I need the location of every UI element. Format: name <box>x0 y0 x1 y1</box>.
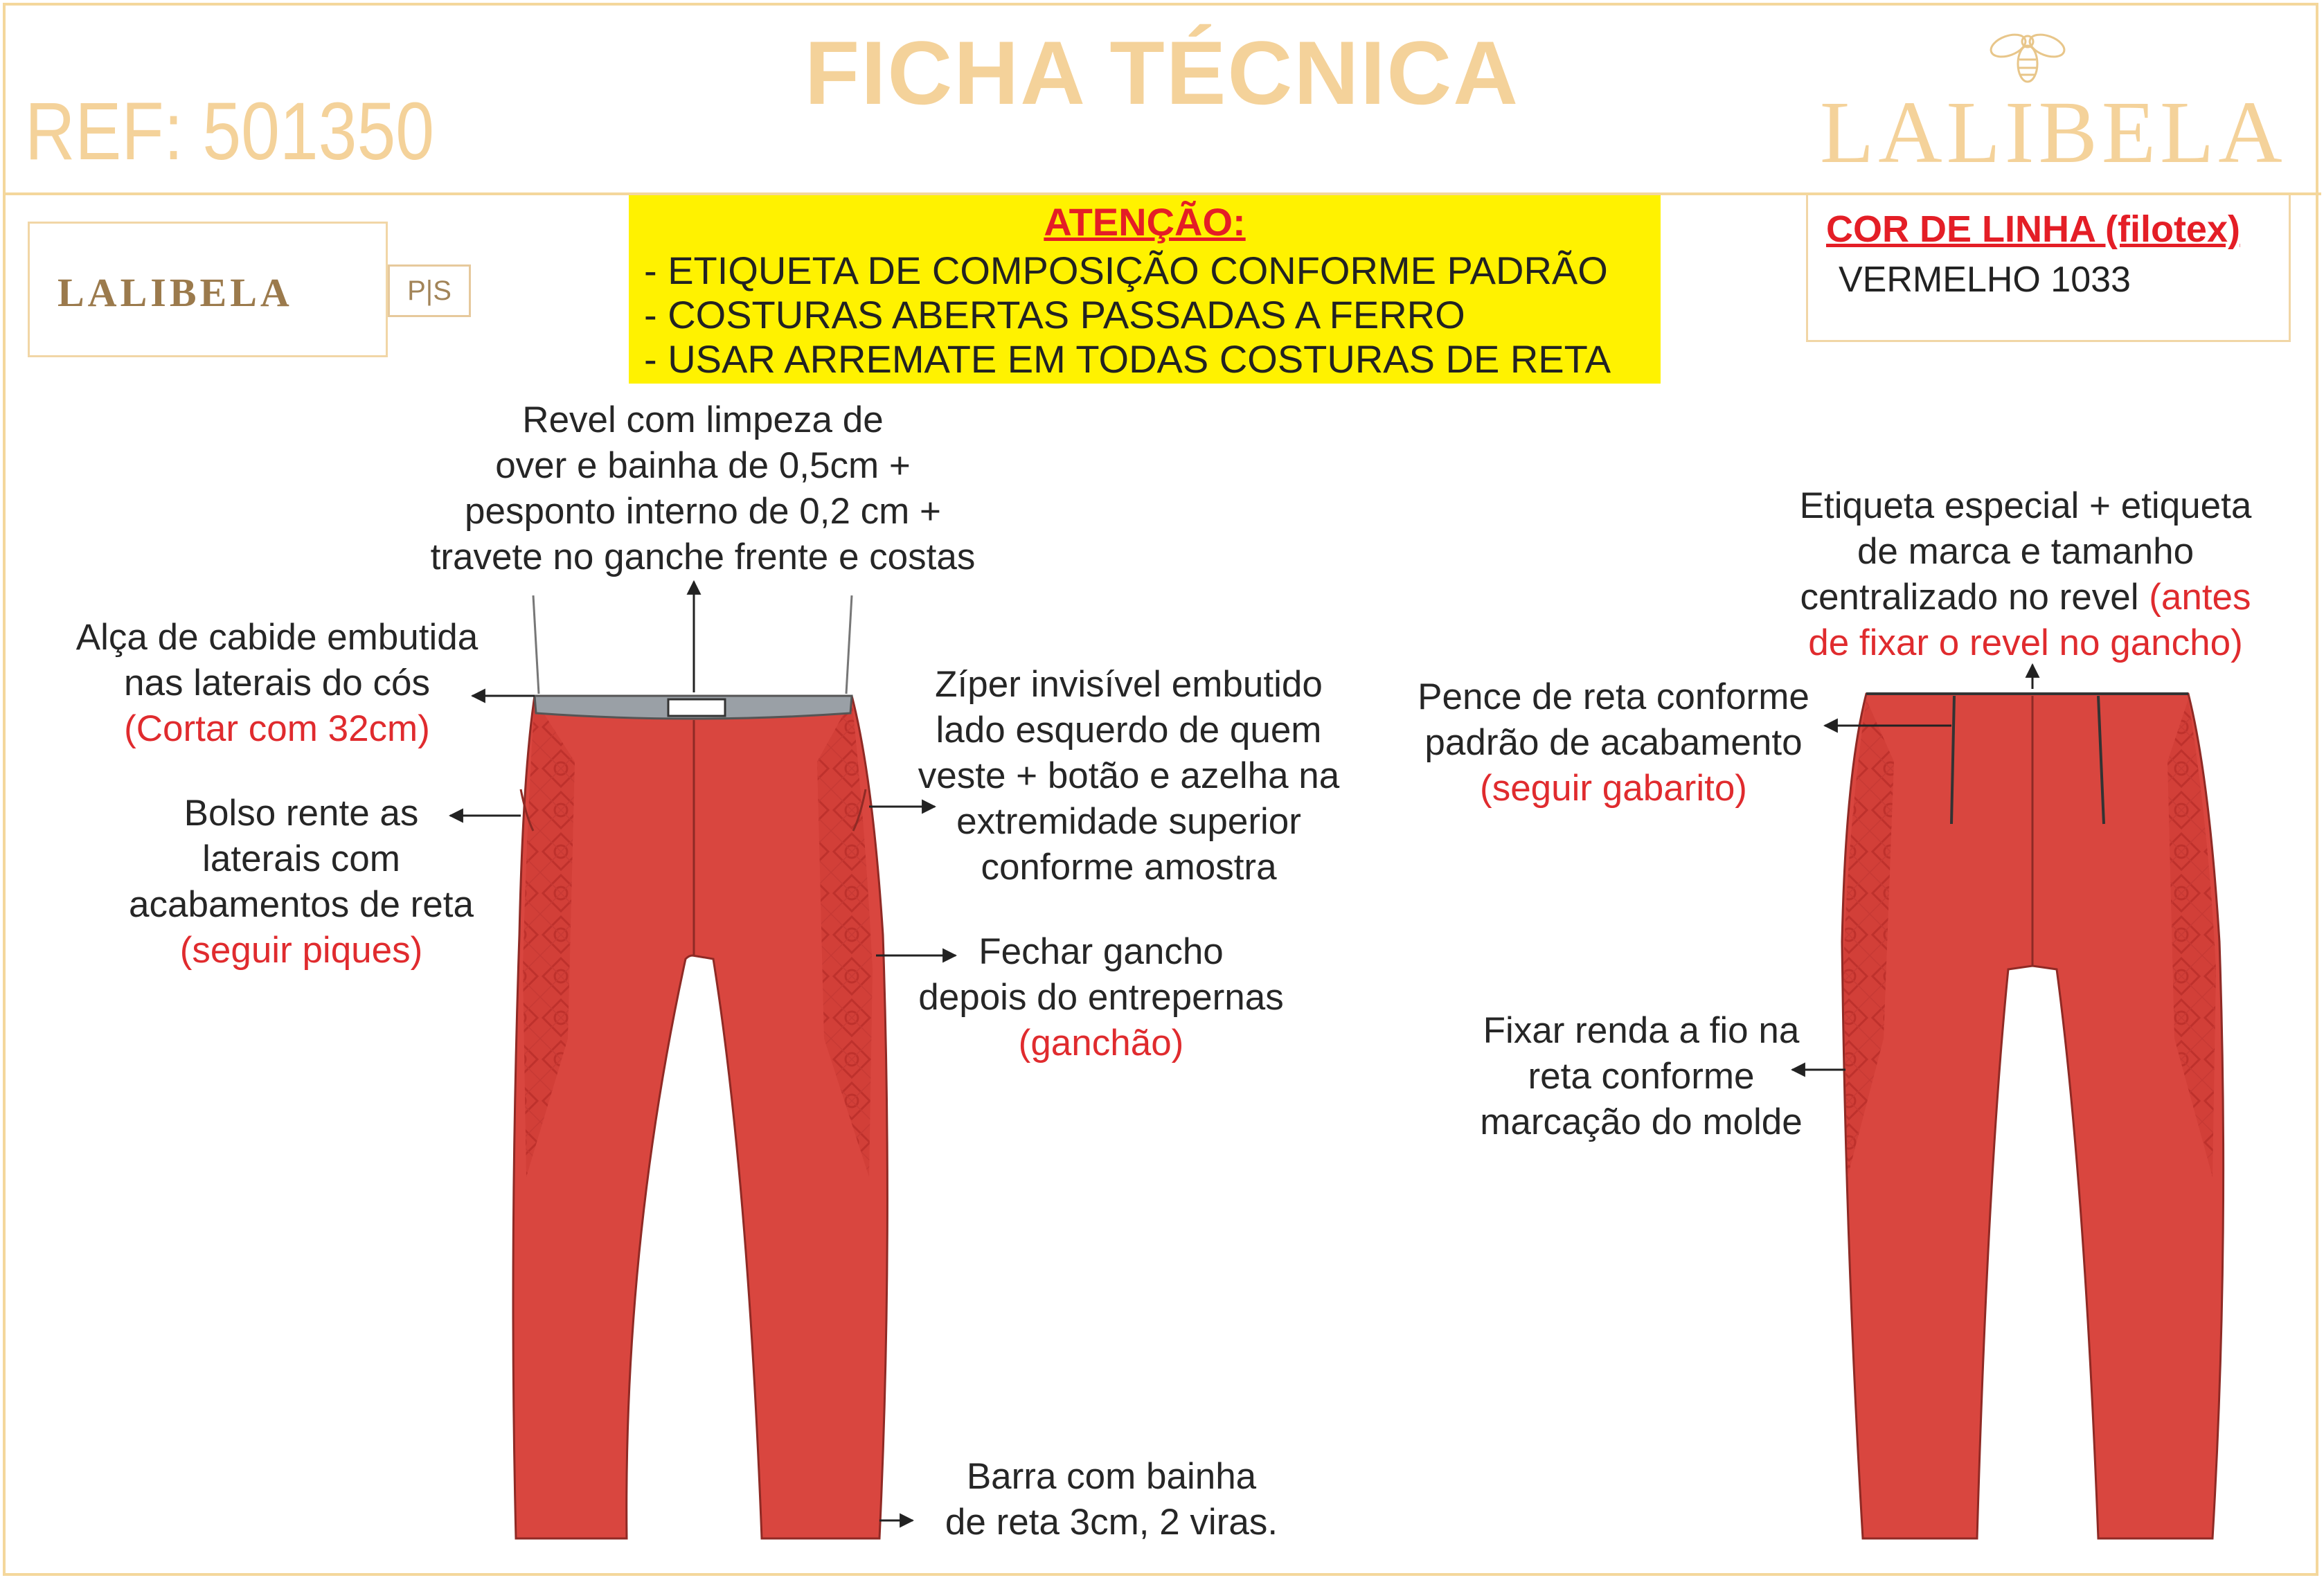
label-brand-text: LALIBELA <box>57 270 293 315</box>
note-label: Etiqueta especial + etiqueta de marca e tamanho centralizado no revel (antes de fixar o revel no gancho) <box>1799 485 2252 663</box>
note-hanger-loop: Alça de cabide embutida nas laterais do cós (Cortar com 32cm) <box>75 617 479 749</box>
page-title: FICHA TÉCNICA <box>804 22 1520 123</box>
attention-item: - ETIQUETA DE COMPOSIÇÃO CONFORME PADRÃO <box>644 249 1608 292</box>
note-lace: Fixar renda a fio na reta conforme marcação do molde <box>1480 1010 1803 1142</box>
note-revel: Revel com limpeza de over e bainha de 0,5cm + pesponto interno de 0,2 cm + travete no ganche frente e costas <box>430 400 976 577</box>
thread-color-title: COR DE LINHA (filotex) <box>1826 208 2240 250</box>
brand-logo: LALIBELA <box>1820 83 2287 181</box>
attention-item: - COSTURAS ABERTAS PASSADAS A FERRO <box>644 293 1465 336</box>
note-zipper: Zíper invisível embutido lado esquerdo de quem veste + botão e azelha na extremidade superior conforme amostra <box>918 664 1340 888</box>
attention-title: ATENÇÃO: <box>1044 200 1246 244</box>
reference-code: REF: 501350 <box>25 86 435 177</box>
back-trousers-drawing <box>1842 694 2224 1538</box>
note-crotch: Fechar gancho depois do entrepernas (ganchão) <box>918 931 1284 1063</box>
note-pocket: Bolso rente as laterais com acabamentos de reta (seguir piques) <box>129 793 474 971</box>
thread-color-value: VERMELHO 1033 <box>1839 260 2131 300</box>
size-label-tag: P|S <box>388 264 471 317</box>
note-dart: Pence de reta conforme padrão de acabamento (seguir gabarito) <box>1418 676 1809 809</box>
note-hem: Barra com bainha de reta 3cm, 2 viras. <box>945 1456 1278 1543</box>
attention-item: - USAR ARREMATE EM TODAS COSTURAS DE RETA <box>644 337 1611 381</box>
front-trousers-drawing <box>513 595 887 1538</box>
